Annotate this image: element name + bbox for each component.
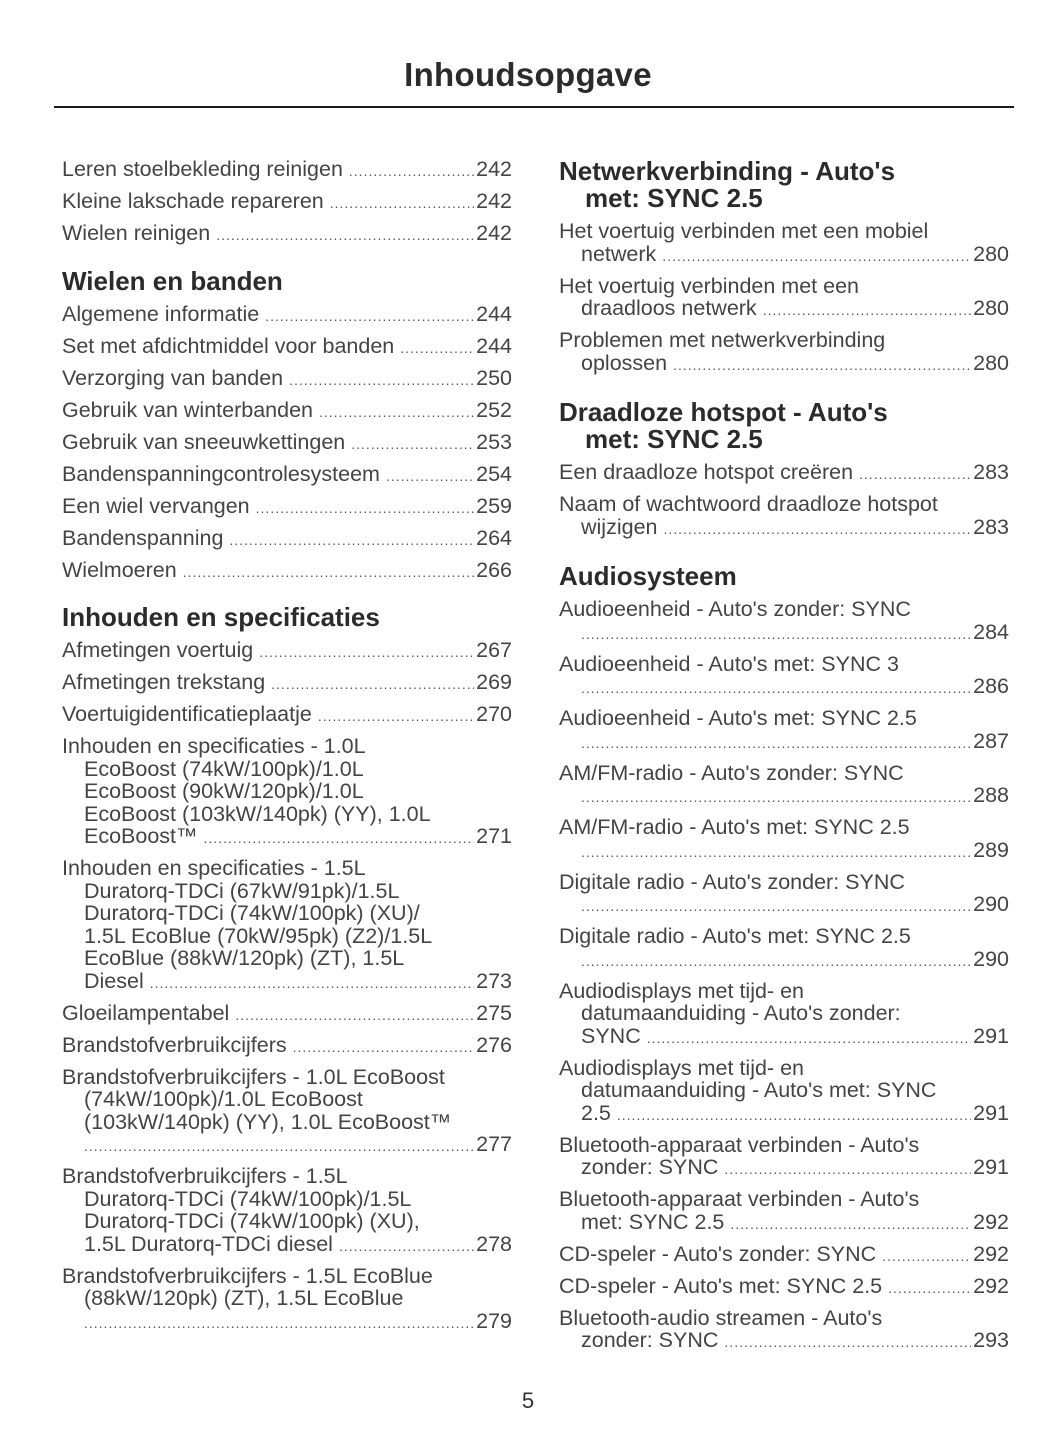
toc-entry-continuation: wijzigen xyxy=(581,514,658,539)
dot-leader xyxy=(216,224,474,247)
toc-entry-line xyxy=(62,639,512,664)
toc-entry-line xyxy=(62,463,512,488)
dot-leader xyxy=(351,433,474,456)
toc-entry-continuation: SYNC xyxy=(581,1023,641,1048)
toc-entry-line xyxy=(559,1329,1009,1354)
toc-entry-title: Audiodisplays met tijd- en xyxy=(559,978,804,1003)
toc-entry-continuation: (74kW/100pk)/1.0L EcoBoost xyxy=(84,1087,363,1111)
dot-leader xyxy=(319,401,474,424)
toc-page-number: 277 xyxy=(476,1132,512,1156)
toc-left-column xyxy=(62,158,512,1342)
dot-leader xyxy=(256,497,474,520)
section-heading: Inhouden en specificaties xyxy=(62,602,380,632)
toc-entry[interactable] xyxy=(62,671,512,696)
dot-leader xyxy=(581,950,971,973)
dot-leader xyxy=(581,786,971,809)
toc-page-number: 266 xyxy=(476,557,512,582)
section-heading xyxy=(559,399,1009,453)
toc-entry-title: Gebruik van winterbanden xyxy=(62,397,313,422)
dot-leader xyxy=(271,673,474,696)
toc-entry-continuation: Duratorq-TDCi (74kW/100pk) (XU)/ xyxy=(84,901,420,925)
dot-leader xyxy=(293,1036,474,1059)
toc-entry-line xyxy=(559,516,1009,541)
toc-entry-title: Digitale radio - Auto's zonder: SYNC xyxy=(559,869,905,894)
toc-entry[interactable] xyxy=(559,1134,1009,1181)
toc-entry[interactable] xyxy=(62,857,512,994)
toc-left-sections xyxy=(62,265,512,1335)
dot-leader xyxy=(763,299,971,322)
toc-entry-title: Brandstofverbruikcijfers - 1.5L EcoBlue xyxy=(62,1263,433,1288)
section-heading-line: Audiosysteem xyxy=(559,561,737,591)
toc-entry-title: Leren stoelbekleding reinigen xyxy=(62,157,343,181)
toc-entry-title: AM/FM-radio - Auto's met: SYNC 2.5 xyxy=(559,815,910,839)
section-heading-line: met: SYNC 2.5 xyxy=(585,183,763,213)
toc-entry-continuation: Duratorq-TDCi (67kW/91pk)/1.5L xyxy=(84,878,400,903)
toc-entry-continuation: Duratorq-TDCi (74kW/100pk) (XU), xyxy=(84,1209,420,1233)
toc-entry[interactable] xyxy=(559,1057,1009,1127)
toc-entry[interactable] xyxy=(559,653,1009,700)
toc-page-number: 279 xyxy=(476,1308,512,1333)
section-heading: Wielen en banden xyxy=(62,265,283,296)
dot-leader xyxy=(259,641,474,664)
toc-entry-continuation: 1.5L Duratorq-TDCi diesel xyxy=(84,1231,333,1256)
toc-entry-continuation: netwerk xyxy=(581,241,657,266)
toc-page-number: 264 xyxy=(476,525,512,550)
toc-entry[interactable] xyxy=(62,222,512,247)
toc-entry-line xyxy=(62,367,512,392)
toc-entry-continuation: EcoBoost (74kW/100pk)/1.0L xyxy=(84,756,364,781)
toc-entry-title: Wielmoeren xyxy=(62,557,177,582)
toc-entry[interactable] xyxy=(559,925,1009,972)
toc-entry-line xyxy=(62,1034,512,1059)
toc-entry-title: Inhouden en specificaties - 1.0L xyxy=(62,734,366,758)
toc-entry-title: Brandstofverbruikcijfers - 1.0L EcoBoost xyxy=(62,1064,445,1089)
toc-entry-title: CD-speler - Auto's met: SYNC 2.5 xyxy=(559,1273,883,1298)
toc-entry-title: Een draadloze hotspot creëren xyxy=(559,460,854,484)
toc-entry-title: Gebruik van sneeuwkettingen xyxy=(62,429,346,454)
dot-leader xyxy=(581,677,971,700)
toc-entry-title: Een wiel vervangen xyxy=(62,493,250,518)
toc-entry-continuation: 2.5 xyxy=(581,1100,611,1125)
toc-entry-title: Set met afdichtmiddel voor banden xyxy=(62,333,395,358)
toc-entry-line xyxy=(62,495,512,520)
toc-entry-title: Brandstofverbruikcijfers xyxy=(62,1032,287,1057)
toc-entry-title: Audioeenheid - Auto's met: SYNC 2.5 xyxy=(559,706,917,730)
toc-entry-title: Het voertuig verbinden met een mobiel xyxy=(559,219,929,243)
toc-entry[interactable] xyxy=(559,220,1009,267)
toc-entry[interactable] xyxy=(62,399,512,424)
toc-entry-title: Algemene informatie xyxy=(62,301,260,326)
toc-entry-title: Afmetingen voertuig xyxy=(62,638,254,662)
toc-page-number: 287 xyxy=(973,728,1009,753)
toc-entry[interactable] xyxy=(62,527,512,552)
toc-entry-line xyxy=(559,243,1009,268)
page-number: 5 xyxy=(521,1388,535,1413)
toc-entry[interactable] xyxy=(559,871,1009,918)
toc-entry[interactable] xyxy=(62,1265,512,1335)
toc-entry-line xyxy=(559,297,1009,322)
dot-leader xyxy=(581,623,971,646)
toc-entry-title: Verzorging van banden xyxy=(62,365,284,390)
toc-page-number: 250 xyxy=(476,365,512,390)
toc-page-number: 292 xyxy=(973,1209,1009,1234)
toc-entry-line xyxy=(559,621,1009,646)
toc-page-number: 289 xyxy=(973,837,1009,862)
dot-leader xyxy=(289,369,474,392)
toc-page-number: 280 xyxy=(973,350,1009,375)
toc-entry[interactable] xyxy=(62,1002,512,1027)
dot-leader xyxy=(339,1235,474,1258)
toc-entry[interactable] xyxy=(559,980,1009,1050)
title-divider xyxy=(54,106,1014,108)
toc-entry-line xyxy=(62,190,512,215)
toc-entry[interactable] xyxy=(559,1188,1009,1235)
toc-entry-line xyxy=(62,1233,512,1258)
dot-leader xyxy=(330,192,474,215)
toc-entry[interactable] xyxy=(62,158,512,183)
toc-entry-title: Wielen reinigen xyxy=(62,221,211,245)
toc-entry-line xyxy=(62,158,512,183)
toc-entry-title: Inhouden en specificaties - 1.5L xyxy=(62,856,366,880)
toc-entry-line xyxy=(62,1133,512,1158)
dot-leader xyxy=(229,529,474,552)
toc-entry-continuation: Duratorq-TDCi (74kW/100pk)/1.5L xyxy=(84,1186,412,1211)
toc-entry-title: Problemen met netwerkverbinding xyxy=(559,328,886,352)
toc-page-number: 288 xyxy=(973,783,1009,807)
toc-entry[interactable] xyxy=(62,735,512,850)
toc-entry[interactable] xyxy=(559,816,1009,863)
toc-entry[interactable] xyxy=(62,1066,512,1158)
toc-entry-title: Bluetooth-apparaat verbinden - Auto's xyxy=(559,1132,920,1157)
toc-entry[interactable] xyxy=(62,431,512,456)
toc-entry[interactable] xyxy=(62,303,512,328)
toc-entry[interactable] xyxy=(62,1034,512,1059)
toc-page-number: 270 xyxy=(476,702,512,726)
dot-leader xyxy=(150,972,474,995)
dot-leader xyxy=(581,732,971,755)
toc-page-number: 283 xyxy=(973,460,1009,484)
toc-page-number: 291 xyxy=(973,1155,1009,1179)
dot-leader xyxy=(882,1245,971,1268)
toc-entry-continuation: 1.5L EcoBlue (70kW/95pk) (Z2)/1.5L xyxy=(84,923,433,948)
toc-entry-title: Brandstofverbruikcijfers - 1.5L xyxy=(62,1164,348,1188)
toc-entry-continuation: met: SYNC 2.5 xyxy=(581,1209,725,1234)
toc-entry-continuation: EcoBoost (90kW/120pk)/1.0L xyxy=(84,779,364,803)
dot-leader xyxy=(662,245,971,268)
toc-entry-continuation: oplossen xyxy=(581,350,668,375)
toc-entry[interactable] xyxy=(62,495,512,520)
toc-entry-title: Afmetingen trekstang xyxy=(62,670,266,694)
toc-page-number: 286 xyxy=(973,674,1009,698)
toc-entry[interactable] xyxy=(62,367,512,392)
dot-leader xyxy=(673,354,971,377)
toc-entry-title: Audioeenheid - Auto's zonder: SYNC xyxy=(559,597,911,621)
section-heading xyxy=(559,563,1009,590)
toc-entry-continuation: EcoBlue (88kW/120pk) (ZT), 1.5L xyxy=(84,946,405,970)
dot-leader xyxy=(663,518,971,541)
toc-section xyxy=(62,604,512,1334)
toc-page-number: 280 xyxy=(973,241,1009,266)
dot-leader xyxy=(617,1104,971,1127)
toc-entry-line xyxy=(559,784,1009,809)
toc-entry[interactable] xyxy=(559,1275,1009,1300)
toc-entry-title: Bluetooth-audio streamen - Auto's xyxy=(559,1305,883,1330)
toc-page-number: 290 xyxy=(973,892,1009,916)
toc-page-number: 280 xyxy=(973,296,1009,320)
dot-leader xyxy=(235,1004,474,1027)
toc-entry-line xyxy=(559,675,1009,700)
dot-leader xyxy=(859,463,971,486)
toc-entry-continuation: draadloos netwerk xyxy=(581,296,757,320)
toc-entry-title: Voertuigidentificatieplaatje xyxy=(62,702,312,726)
dot-leader xyxy=(84,1312,474,1335)
toc-page-number: 292 xyxy=(973,1273,1009,1298)
toc-entry[interactable] xyxy=(559,275,1009,322)
toc-entry-line xyxy=(62,303,512,328)
toc-page-number: 292 xyxy=(973,1241,1009,1266)
toc-entry-continuation: datumaanduiding - Auto's zonder: xyxy=(581,1001,901,1025)
toc-page-number: 242 xyxy=(476,157,512,181)
toc-page-number: 290 xyxy=(973,946,1009,971)
toc-entry[interactable] xyxy=(559,493,1009,540)
toc-entry-line xyxy=(559,1156,1009,1181)
toc-entry[interactable] xyxy=(62,559,512,584)
toc-entry-title: Bluetooth-apparaat verbinden - Auto's xyxy=(559,1187,920,1211)
toc-page-number: 291 xyxy=(973,1100,1009,1125)
toc-entry[interactable] xyxy=(62,463,512,488)
toc-page-number: 284 xyxy=(973,619,1009,644)
toc-entry[interactable] xyxy=(62,1165,512,1257)
dot-leader xyxy=(581,841,971,864)
dot-leader xyxy=(724,1158,971,1181)
toc-entry[interactable] xyxy=(559,461,1009,486)
toc-entry[interactable] xyxy=(559,1307,1009,1354)
dot-leader xyxy=(386,465,474,488)
section-heading xyxy=(559,158,1009,212)
dot-leader xyxy=(724,1331,971,1354)
toc-entry-continuation: zonder: SYNC xyxy=(581,1328,719,1352)
toc-page-number: 273 xyxy=(476,968,512,993)
toc-entry-line xyxy=(62,1002,512,1027)
toc-page-number: 259 xyxy=(476,493,512,518)
toc-entry[interactable] xyxy=(559,598,1009,645)
section-heading-line: met: SYNC 2.5 xyxy=(585,424,763,454)
toc-page-number: 244 xyxy=(476,333,512,358)
dot-leader xyxy=(647,1027,971,1050)
toc-entry-line xyxy=(559,352,1009,377)
dot-leader xyxy=(265,305,474,328)
toc-entry-title: Bandenspanning xyxy=(62,525,224,550)
toc-entry-line xyxy=(559,730,1009,755)
dot-leader xyxy=(730,1213,971,1236)
toc-entry-line xyxy=(559,461,1009,486)
section-heading-line: Netwerkverbinding - Auto's xyxy=(559,156,896,186)
toc-entry-title: Bandenspanningcontrolesysteem xyxy=(62,461,380,486)
toc-entry-continuation: (88kW/120pk) (ZT), 1.5L EcoBlue xyxy=(84,1286,404,1310)
toc-section xyxy=(62,265,512,584)
toc-entry[interactable] xyxy=(62,703,512,728)
toc-entry-line xyxy=(559,1025,1009,1050)
toc-entry[interactable] xyxy=(559,762,1009,809)
dot-leader xyxy=(183,561,474,584)
toc-page-number: 242 xyxy=(476,189,512,213)
toc-entry-line xyxy=(62,222,512,247)
dot-leader xyxy=(400,337,474,360)
toc-entry-title: Kleine lakschade repareren xyxy=(62,189,324,213)
toc-entry-title: Digitale radio - Auto's met: SYNC 2.5 xyxy=(559,924,911,948)
toc-page-number: 269 xyxy=(476,670,512,694)
toc-entry-continuation: (103kW/140pk) (YY), 1.0L EcoBoost™ xyxy=(84,1109,452,1134)
toc-page-number: 278 xyxy=(476,1231,512,1256)
toc-entry[interactable] xyxy=(62,335,512,360)
toc-entry[interactable] xyxy=(62,190,512,215)
toc-entry-line xyxy=(559,839,1009,864)
toc-entry-line xyxy=(62,431,512,456)
toc-section xyxy=(559,399,1009,540)
toc-page-number: 293 xyxy=(973,1328,1009,1352)
toc-entry-line xyxy=(62,1310,512,1335)
toc-page-number: 252 xyxy=(476,397,512,422)
toc-page-number: 275 xyxy=(476,1000,512,1025)
toc-page-number: 283 xyxy=(973,514,1009,539)
toc-entry-line xyxy=(559,1275,1009,1300)
toc-page-number: 291 xyxy=(973,1023,1009,1048)
toc-entry-line xyxy=(62,335,512,360)
toc-entry-continuation: datumaanduiding - Auto's met: SYNC xyxy=(581,1078,937,1102)
toc-entry-title: Gloeilampentabel xyxy=(62,1000,230,1025)
toc-entry-line xyxy=(62,970,512,995)
toc-entry-title: Audiodisplays met tijd- en xyxy=(559,1055,804,1080)
toc-entry-line xyxy=(62,399,512,424)
toc-entry-continuation: zonder: SYNC xyxy=(581,1155,719,1179)
toc-entry[interactable] xyxy=(559,329,1009,376)
toc-entry-continuation: EcoBoost (103kW/140pk) (YY), 1.0L xyxy=(84,801,431,826)
toc-page-number: 242 xyxy=(476,221,512,245)
toc-entry-title: Naam of wachtwoord draadloze hotspot xyxy=(559,492,938,516)
toc-entry-line xyxy=(62,671,512,696)
dot-leader xyxy=(204,827,475,850)
toc-entry-title: CD-speler - Auto's zonder: SYNC xyxy=(559,1241,877,1266)
toc-intro-list xyxy=(62,158,512,247)
toc-entry-line xyxy=(62,825,512,850)
toc-section xyxy=(559,563,1009,1354)
toc-page-number: 271 xyxy=(476,824,512,848)
toc-section xyxy=(559,158,1009,376)
toc-page-number: 244 xyxy=(476,301,512,326)
toc-entry-title: AM/FM-radio - Auto's zonder: SYNC xyxy=(559,760,904,785)
toc-entry-continuation: EcoBoost™ xyxy=(84,824,198,848)
toc-right-column xyxy=(559,158,1009,1361)
toc-entry-line xyxy=(62,703,512,728)
toc-entry[interactable] xyxy=(559,707,1009,754)
toc-entry-title: Audioeenheid - Auto's met: SYNC 3 xyxy=(559,651,899,676)
toc-page-number: 276 xyxy=(476,1032,512,1057)
toc-entry-line xyxy=(62,559,512,584)
toc-entry-title: Het voertuig verbinden met een xyxy=(559,273,859,298)
toc-entry-line xyxy=(62,527,512,552)
dot-leader xyxy=(84,1135,474,1158)
toc-page-number: 254 xyxy=(476,461,512,486)
toc-entry[interactable] xyxy=(559,1243,1009,1268)
toc-entry-line xyxy=(559,893,1009,918)
toc-entry-line xyxy=(559,1102,1009,1127)
dot-leader xyxy=(888,1277,971,1300)
toc-entry-line xyxy=(559,1211,1009,1236)
toc-entry-line xyxy=(559,1243,1009,1268)
dot-leader xyxy=(349,160,474,183)
page-title: Inhoudsopgave xyxy=(404,56,652,93)
dot-leader xyxy=(318,705,474,728)
dot-leader xyxy=(581,895,971,918)
toc-right-sections xyxy=(559,158,1009,1354)
toc-page-number: 267 xyxy=(476,638,512,662)
toc-entry-line xyxy=(559,948,1009,973)
section-heading-line: Draadloze hotspot - Auto's xyxy=(559,397,888,427)
toc-page-number: 253 xyxy=(476,429,512,454)
toc-entry[interactable] xyxy=(62,639,512,664)
toc-entry-continuation: Diesel xyxy=(84,968,144,993)
